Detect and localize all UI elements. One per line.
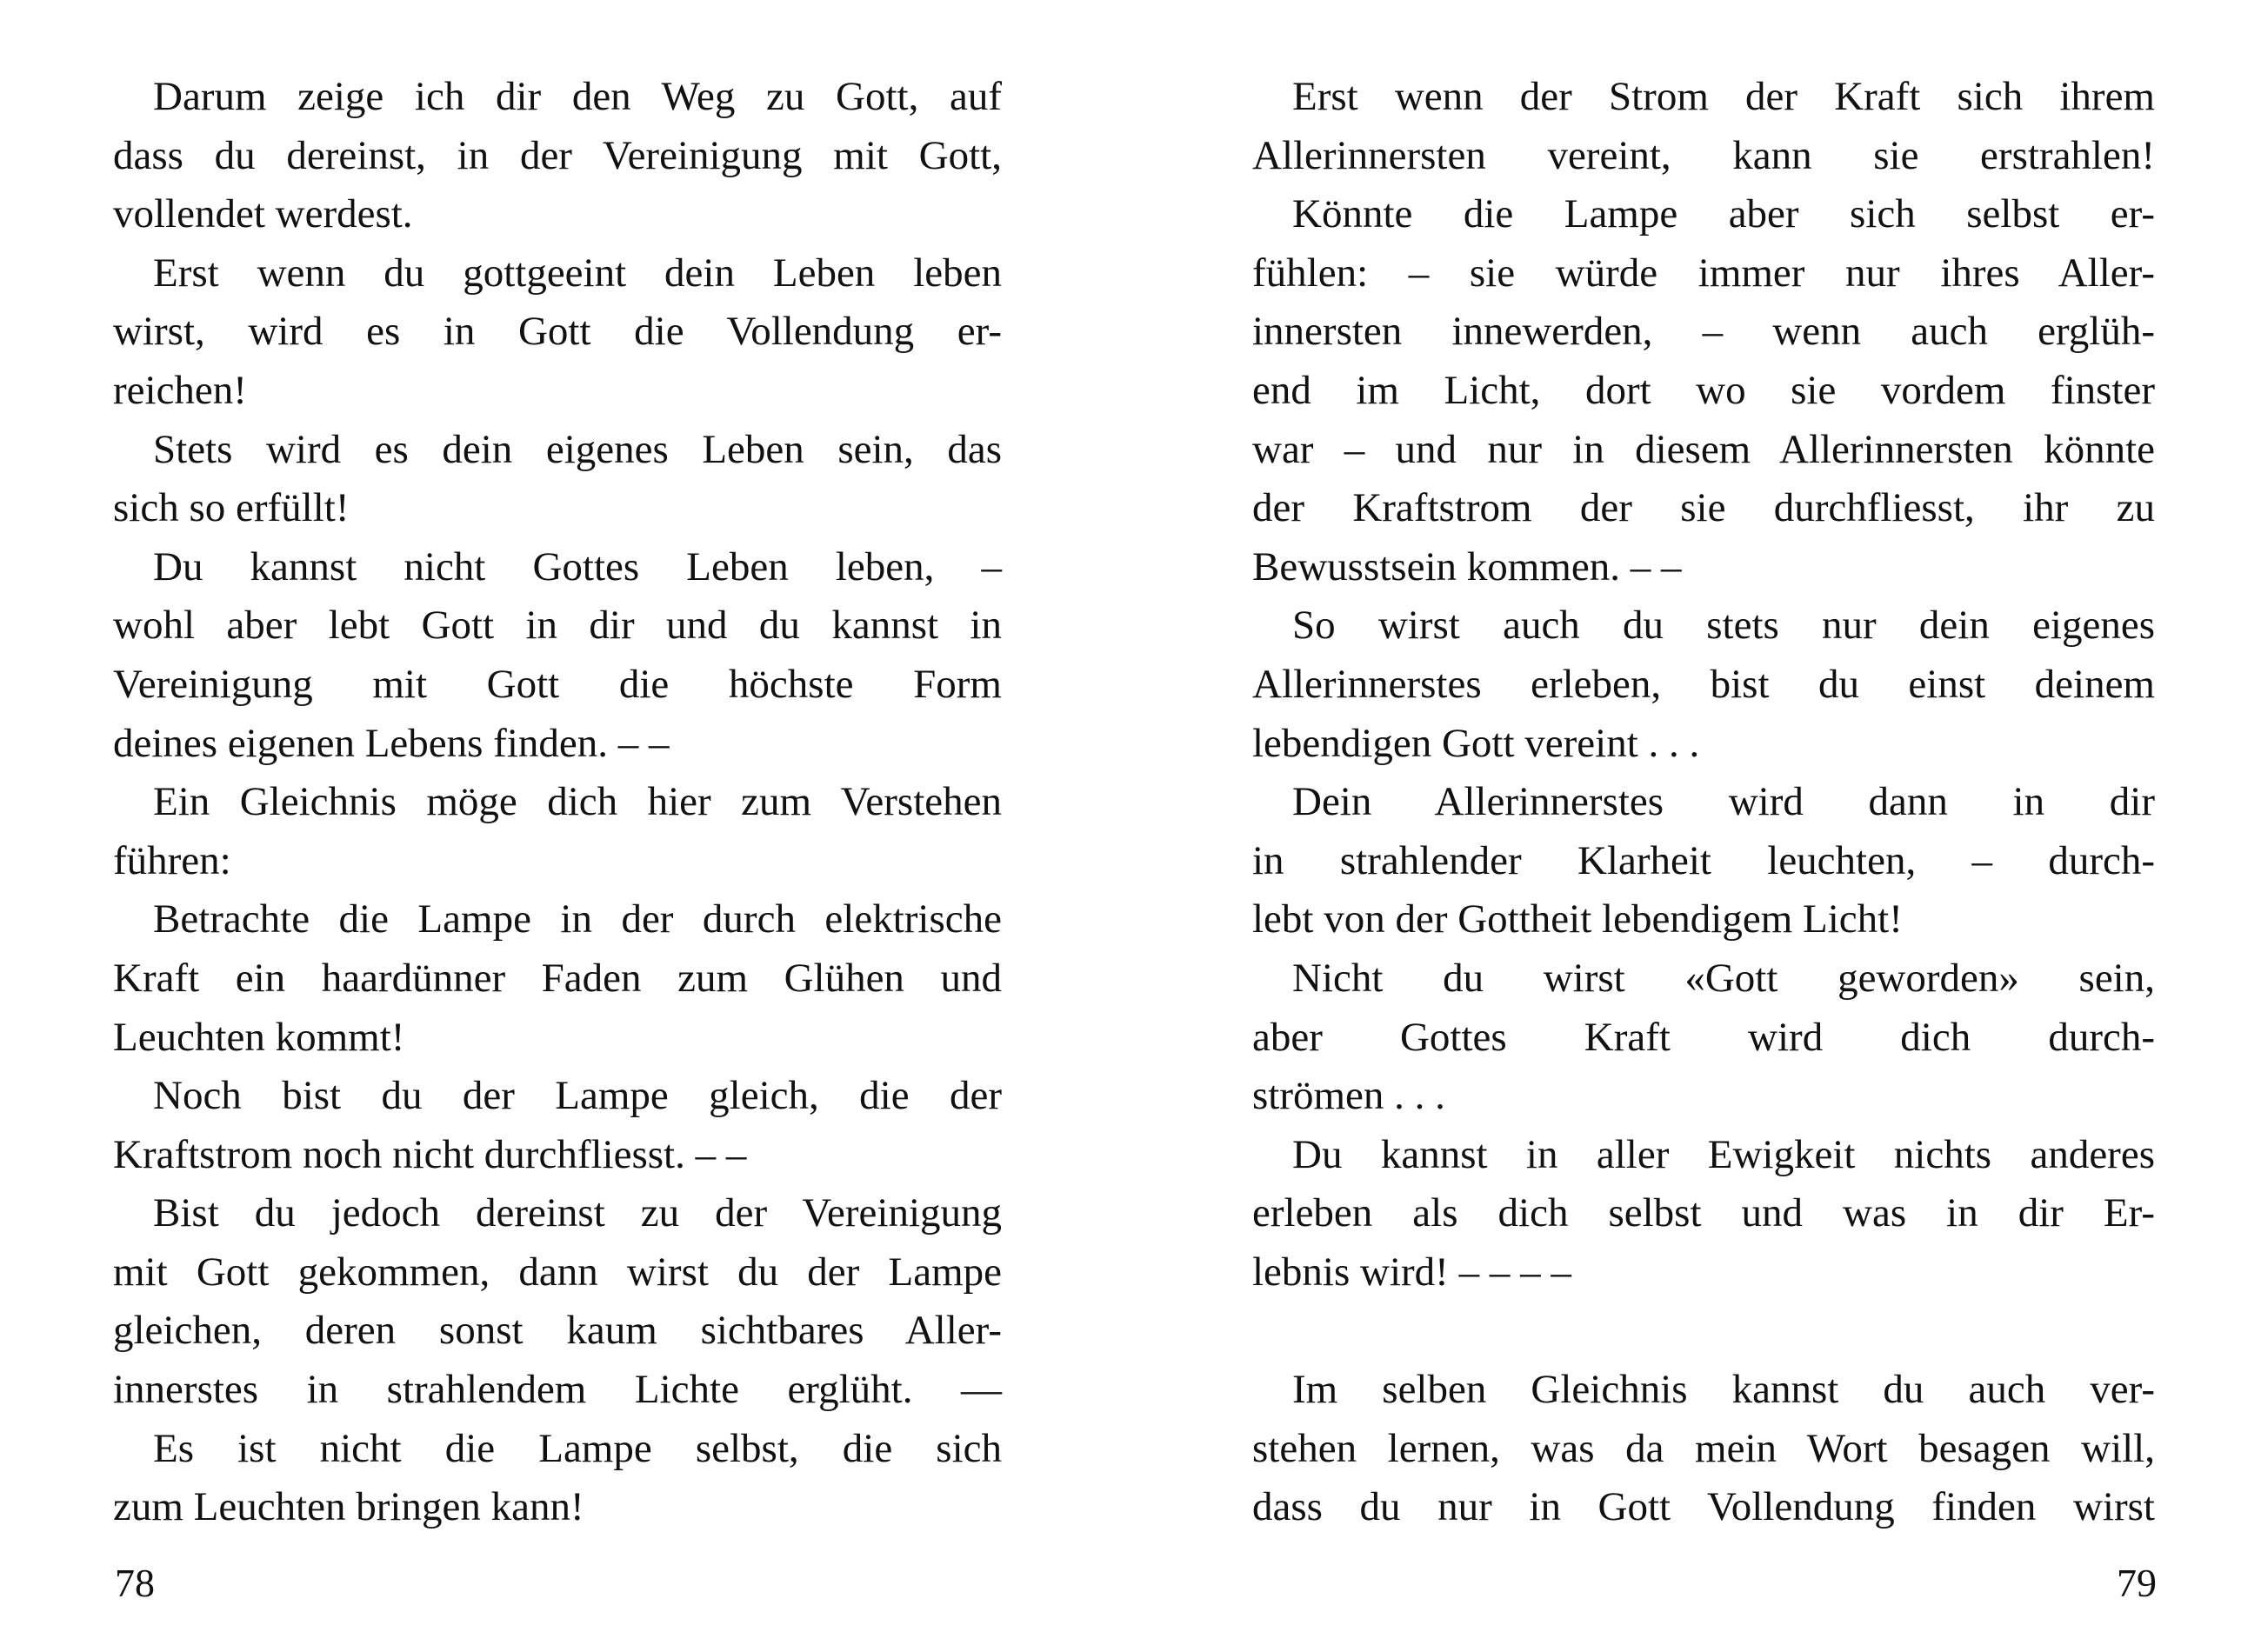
text-line: wohl aber lebt Gott in dir und du kannst in (113, 603, 1002, 649)
text-line: sich so erfüllt! (113, 485, 350, 531)
text-line: Bewusstsein kommen. – – (1252, 543, 1682, 590)
text-line: lebendigen Gott vereint . . . (1252, 720, 1700, 766)
text-line: Könnte die Lampe aber sich selbst er- (1292, 191, 2155, 237)
text-line: vollendet werdest. (113, 191, 413, 237)
text-line: dass du dereinst, in der Vereinigung mit Gott, (113, 132, 1002, 178)
text-line: deines eigenen Lebens finden. – – (113, 720, 670, 766)
text-line: Du kannst in aller Ewigkeit nichts anderes (1292, 1131, 2155, 1177)
text-line: Darum zeige ich dir den Weg zu Gott, auf (153, 74, 1002, 119)
right-page (1130, 0, 2261, 1652)
text-line: Kraftstrom noch nicht durchfliesst. – – (113, 1131, 747, 1177)
text-line: der Kraftstrom der sie durchfliesst, ihr zu (1252, 485, 2155, 531)
text-line: gleichen, deren sonst kaum sichtbares Aller- (113, 1308, 1002, 1354)
text-line: Du kannst nicht Gottes Leben leben, – (153, 543, 1002, 590)
right-page-text (1252, 68, 2155, 1537)
text-line: stehen lernen, was da mein Wort besagen will, (1252, 1425, 2155, 1471)
text-line: Bist du jedoch dereinst zu der Vereinigung (153, 1190, 1002, 1236)
text-line: fühlen: – sie würde immer nur ihres Aller- (1252, 250, 2155, 296)
text-line: So wirst auch du stets nur dein eigenes (1292, 603, 2155, 649)
text-line: dass du nur in Gott Vollendung finden wirst (1252, 1484, 2155, 1530)
text-line: zum Leuchten bringen kann! (113, 1484, 584, 1530)
text-line: Erst wenn du gottgeeint dein Leben leben (153, 250, 1002, 296)
text-line: Stets wird es dein eigenes Leben sein, das (153, 426, 1002, 472)
text-line: strömen . . . (1252, 1073, 1445, 1119)
text-line: wirst, wird es in Gott die Vollendung er- (113, 309, 1002, 355)
text-line: Allerinnerstes erleben, bist du einst deinem (1252, 661, 2155, 707)
text-line: war – und nur in diesem Allerinnersten könnte (1252, 426, 2155, 472)
text-line: reichen! (113, 367, 247, 413)
text-line: aber Gottes Kraft wird dich durch- (1252, 1014, 2155, 1060)
paragraph-gap (1252, 1302, 2155, 1361)
text-line: lebt von der Gottheit lebendigem Licht! (1252, 896, 1903, 943)
left-page (0, 0, 1130, 1652)
text-line: Allerinnersten vereint, kann sie erstrahlen! (1252, 132, 2155, 178)
text-line: führen: (113, 837, 231, 883)
text-line: innersten innewerden, – wenn auch erglüh- (1252, 309, 2155, 355)
text-line: innerstes in strahlendem Lichte erglüht. — (113, 1367, 1002, 1413)
page-number: 79 (2117, 1561, 2157, 1605)
text-line: Kraft ein haardünner Faden zum Glühen und (113, 955, 1002, 1001)
text-line: Im selben Gleichnis kannst du auch ver- (1292, 1367, 2155, 1413)
text-line: Leuchten kommt! (113, 1014, 405, 1060)
text-line: Ein Gleichnis möge dich hier zum Verstehen (153, 779, 1002, 825)
text-line: end im Licht, dort wo sie vordem finster (1252, 367, 2155, 413)
text-line: erleben als dich selbst und was in dir Er- (1252, 1190, 2155, 1236)
text-line: Dein Allerinnerstes wird dann in dir (1292, 779, 2155, 825)
text-line: mit Gott gekommen, dann wirst du der Lampe (113, 1249, 1002, 1295)
text-line: Noch bist du der Lampe gleich, die der (153, 1073, 1002, 1119)
text-line: Nicht du wirst «Gott geworden» sein, (1292, 955, 2155, 1001)
page-number: 78 (115, 1561, 155, 1605)
left-page-text (113, 68, 1002, 1537)
text-line: Es ist nicht die Lampe selbst, die sich (153, 1425, 1002, 1471)
text-line: in strahlender Klarheit leuchten, – durch- (1252, 837, 2155, 883)
text-line: Betrachte die Lampe in der durch elektrische (153, 896, 1002, 943)
text-line: Erst wenn der Strom der Kraft sich ihrem (1292, 74, 2155, 119)
text-line: lebnis wird! – – – – (1252, 1249, 1571, 1295)
text-line: Vereinigung mit Gott die höchste Form (113, 661, 1002, 707)
